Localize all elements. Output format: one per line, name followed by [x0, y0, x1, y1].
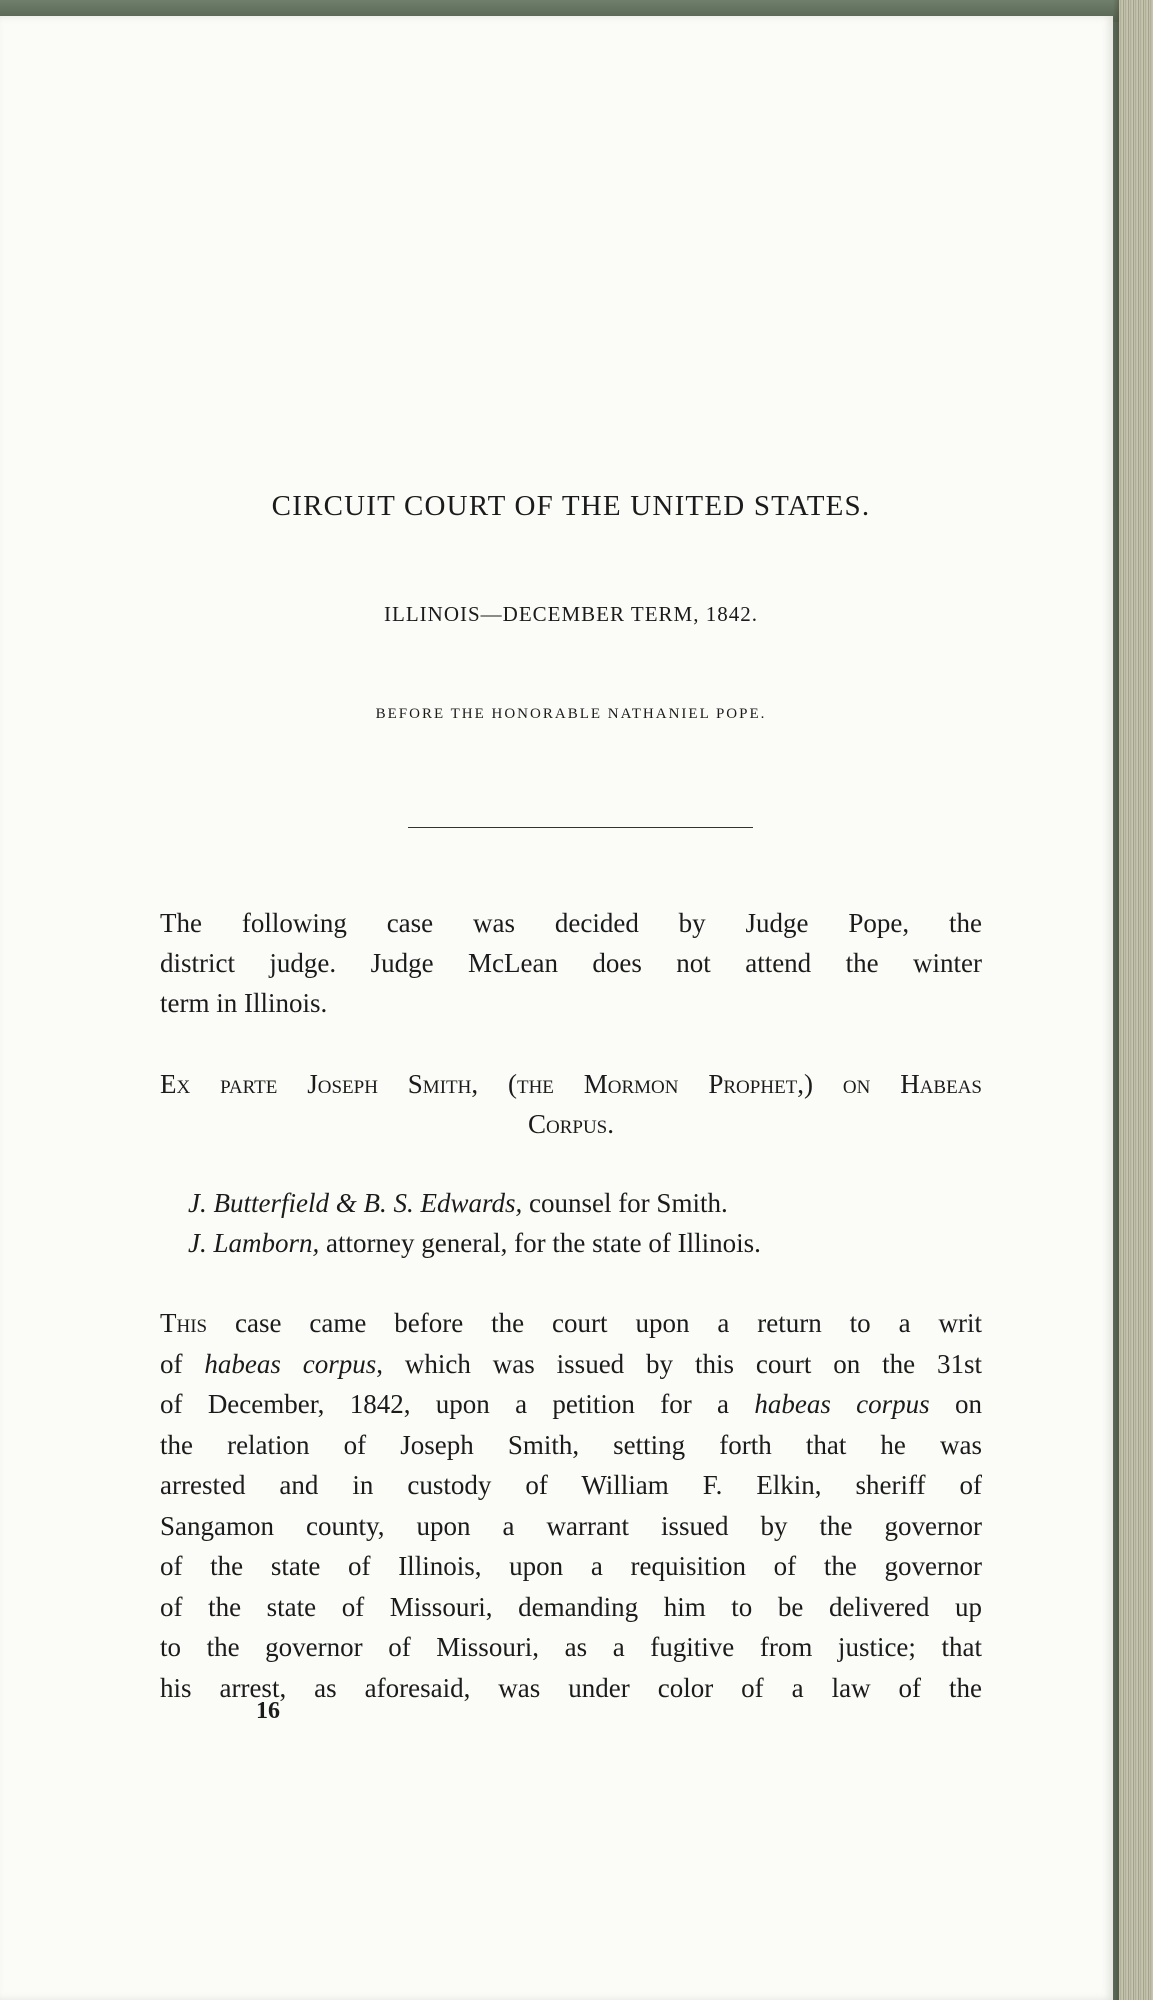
lead-word: This [160, 1308, 208, 1338]
page-edges [1119, 0, 1153, 2000]
body-text: , which was issued by this court on the 31st [376, 1348, 982, 1379]
body-line: his arrest, as aforesaid, was under color of a law of the [160, 1672, 982, 1703]
intro-line: term in Illinois. [160, 988, 328, 1018]
body-line: the relation of Joseph Smith, setting forth that he was [160, 1429, 982, 1460]
intro-line: district judge. Judge McLean does not attend the winter [160, 948, 982, 978]
counsel-role: attorney general, for the state of Illinois. [319, 1228, 761, 1258]
intro-line: The following case was decided by Judge Pope, the [160, 908, 982, 938]
counsel-names: J. Lamborn, [188, 1228, 320, 1258]
case-title-line: Ex parte Joseph Smith, (the Mormon Prophet,) on Habeas [160, 1069, 982, 1099]
counsel-role: counsel for Smith. [522, 1188, 728, 1218]
latin-term: habeas corpus [754, 1389, 930, 1419]
body-line: of the state of Illinois, upon a requisition of the governor [160, 1551, 982, 1581]
body-line [160, 1384, 982, 1425]
judge-line: BEFORE THE HONORABLE NATHANIEL POPE. [375, 706, 767, 722]
body-text: of [160, 1348, 205, 1379]
page-shadow [1113, 0, 1119, 2000]
latin-term: habeas corpus [204, 1348, 377, 1379]
court-title: CIRCUIT COURT OF THE UNITED STATES. [271, 490, 871, 522]
body-line [160, 1303, 982, 1344]
body-text: of December, 1842, upon a petition for a [160, 1389, 755, 1419]
body-line: to the governor of Missouri, as a fugitive from justice; that [160, 1632, 982, 1662]
body-line [160, 1344, 982, 1385]
body-text: case came before the court upon a return to a writ [207, 1308, 982, 1338]
body-text: on [929, 1389, 982, 1419]
case-title-line: Corpus. [527, 1109, 614, 1139]
body-line: Sangamon county, upon a warrant issued by the governor [160, 1510, 982, 1541]
body-paragraph [160, 1303, 982, 1708]
section-divider [408, 827, 753, 828]
body-line: arrested and in custody of William F. Elkin, sheriff of [160, 1470, 982, 1500]
counsel-names: J. Butterfield & B. S. Edwards, [188, 1188, 523, 1218]
case-title [160, 1064, 982, 1144]
page-number: 16 [256, 1698, 280, 1724]
intro-paragraph [160, 903, 982, 1023]
counsel-for-petitioner [188, 1183, 988, 1223]
term-line: ILLINOIS—DECEMBER TERM, 1842. [384, 602, 758, 626]
body-line: of the state of Missouri, demanding him to be delivered up [160, 1591, 982, 1622]
counsel-for-state [188, 1223, 988, 1263]
